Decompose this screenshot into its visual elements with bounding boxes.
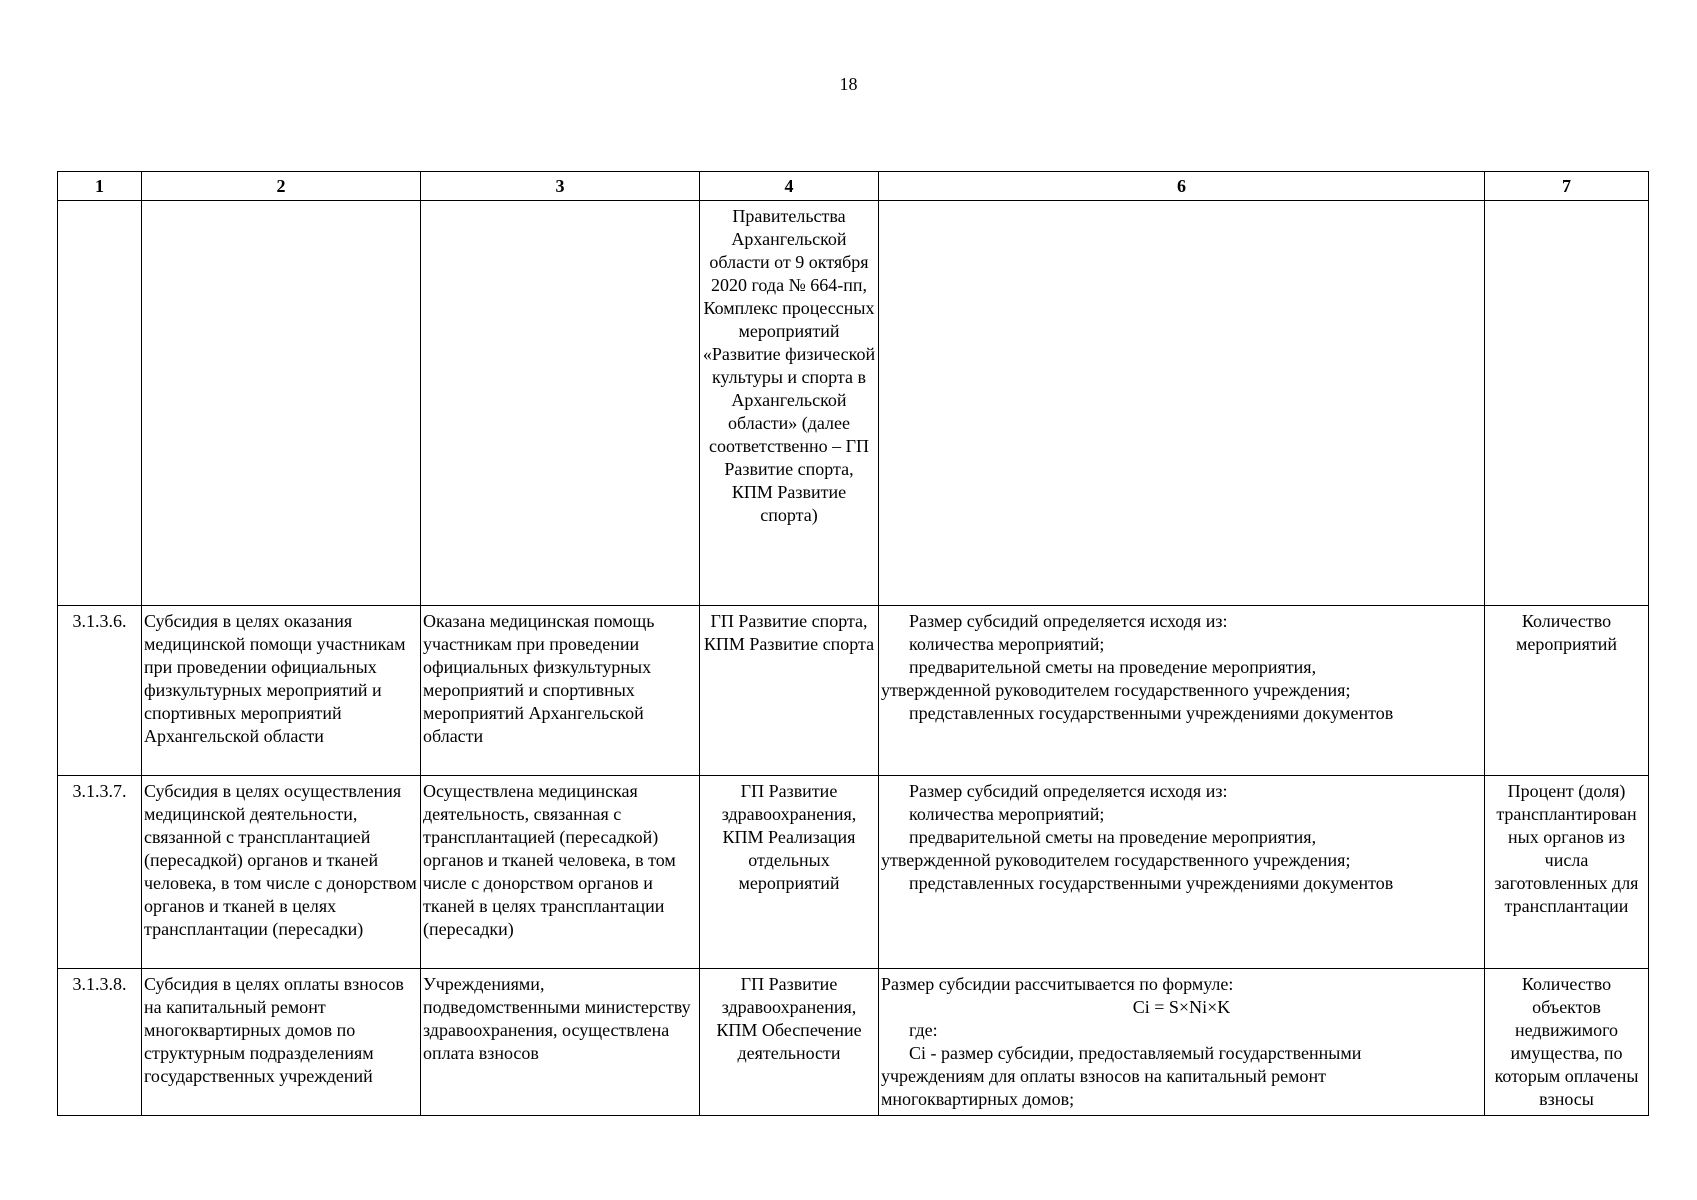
- column-header: 6: [879, 172, 1485, 201]
- page-number: 18: [839, 74, 858, 94]
- method-line: Ci - размер субсидии, предоставляемый государственными: [909, 1043, 1362, 1063]
- method-line: предварительной сметы на проведение мероприятия,: [909, 657, 1317, 677]
- program-reference: ГП Развитие здравоохранения, КПМ Реализация отдельных мероприятий: [700, 776, 879, 969]
- column-header: 7: [1485, 172, 1649, 201]
- method-line: представленных государственными учреждениями документов: [909, 873, 1394, 893]
- method-line: количества мероприятий;: [909, 634, 1105, 654]
- table-row: [58, 969, 1649, 1116]
- row-number: [58, 201, 142, 606]
- method-line: учреждениям для оплаты взносов на капитальный ремонт: [881, 1066, 1327, 1086]
- measure-name: Субсидия в целях осуществления медицинской деятельности, связанной с трансплантацией (пересадкой) органов и тканей человека, в том числе с донорством органов и тканей в целях трансплантации (пересадки): [142, 776, 421, 969]
- method-line: Размер субсидии рассчитывается по формуле:: [881, 974, 1234, 994]
- table-row: [58, 776, 1649, 969]
- indicator: Количество мероприятий: [1485, 606, 1649, 776]
- program-reference: Правительства Архангельской области от 9 октября 2020 года № 664-пп, Комплекс процессных мероприятий «Развитие физической культуры и спорта в Архангельской области» (далее соответственно – ГП Развитие спорта, КПМ Развитие спорта): [700, 201, 879, 606]
- program-reference: ГП Развитие здравоохранения, КПМ Обеспечение деятельности: [700, 969, 879, 1116]
- program-reference: ГП Развитие спорта, КПМ Развитие спорта: [700, 606, 879, 776]
- indicator: Количество объектов недвижимого имущества, по которым оплачены взносы: [1485, 969, 1649, 1116]
- measure-name: [142, 201, 421, 606]
- row-number: 3.1.3.7.: [58, 776, 142, 969]
- measure-name: Субсидия в целях оплаты взносов на капитальный ремонт многоквартирных домов по структурным подразделениям государственных учреждений: [142, 969, 421, 1116]
- method-line: утвержденной руководителем государственного учреждения;: [881, 850, 1351, 870]
- measure-name: Субсидия в целях оказания медицинской помощи участникам при проведении официальных физкультурных мероприятий и спортивных мероприятий Архангельской области: [142, 606, 421, 776]
- calculation-method: [879, 201, 1485, 606]
- method-line: представленных государственными учреждениями документов: [909, 703, 1394, 723]
- row-number: 3.1.3.8.: [58, 969, 142, 1116]
- measure-result: Оказана медицинская помощь участникам при проведении официальных физкультурных мероприятий и спортивных мероприятий Архангельской области: [421, 606, 700, 776]
- table-row: [58, 606, 1649, 776]
- column-header: 4: [700, 172, 879, 201]
- calculation-method: [879, 969, 1485, 1116]
- method-line: Размер субсидий определяется исходя из:: [909, 611, 1228, 631]
- calculation-method: [879, 776, 1485, 969]
- indicator: Процент (доля) трансплантирован ных органов из числа заготовленных для трансплантации: [1485, 776, 1649, 969]
- measure-result: [421, 201, 700, 606]
- column-header: 1: [58, 172, 142, 201]
- method-line: многоквартирных домов;: [881, 1089, 1075, 1109]
- method-line: утвержденной руководителем государственного учреждения;: [881, 680, 1351, 700]
- column-header: 2: [142, 172, 421, 201]
- row-number: 3.1.3.6.: [58, 606, 142, 776]
- method-line: Размер субсидий определяется исходя из:: [909, 781, 1228, 801]
- column-header: 3: [421, 172, 700, 201]
- measure-result: Осуществлена медицинская деятельность, связанная с трансплантацией (пересадкой) органов и тканей человека, в том числе с донорством органов и тканей в целях трансплантации (пересадки): [421, 776, 700, 969]
- indicator: [1485, 201, 1649, 606]
- calculation-method: [879, 606, 1485, 776]
- method-line: предварительной сметы на проведение мероприятия,: [909, 827, 1317, 847]
- measures-table: [57, 171, 1649, 1116]
- table-row: [58, 201, 1649, 606]
- header-row: [58, 172, 1649, 201]
- method-line: где:: [909, 1020, 938, 1040]
- measure-result: Учреждениями, подведомственными министерству здравоохранения, осуществлена оплата взносов: [421, 969, 700, 1116]
- method-line: количества мероприятий;: [909, 804, 1105, 824]
- method-line: Ci = S×Ni×K: [1132, 997, 1231, 1017]
